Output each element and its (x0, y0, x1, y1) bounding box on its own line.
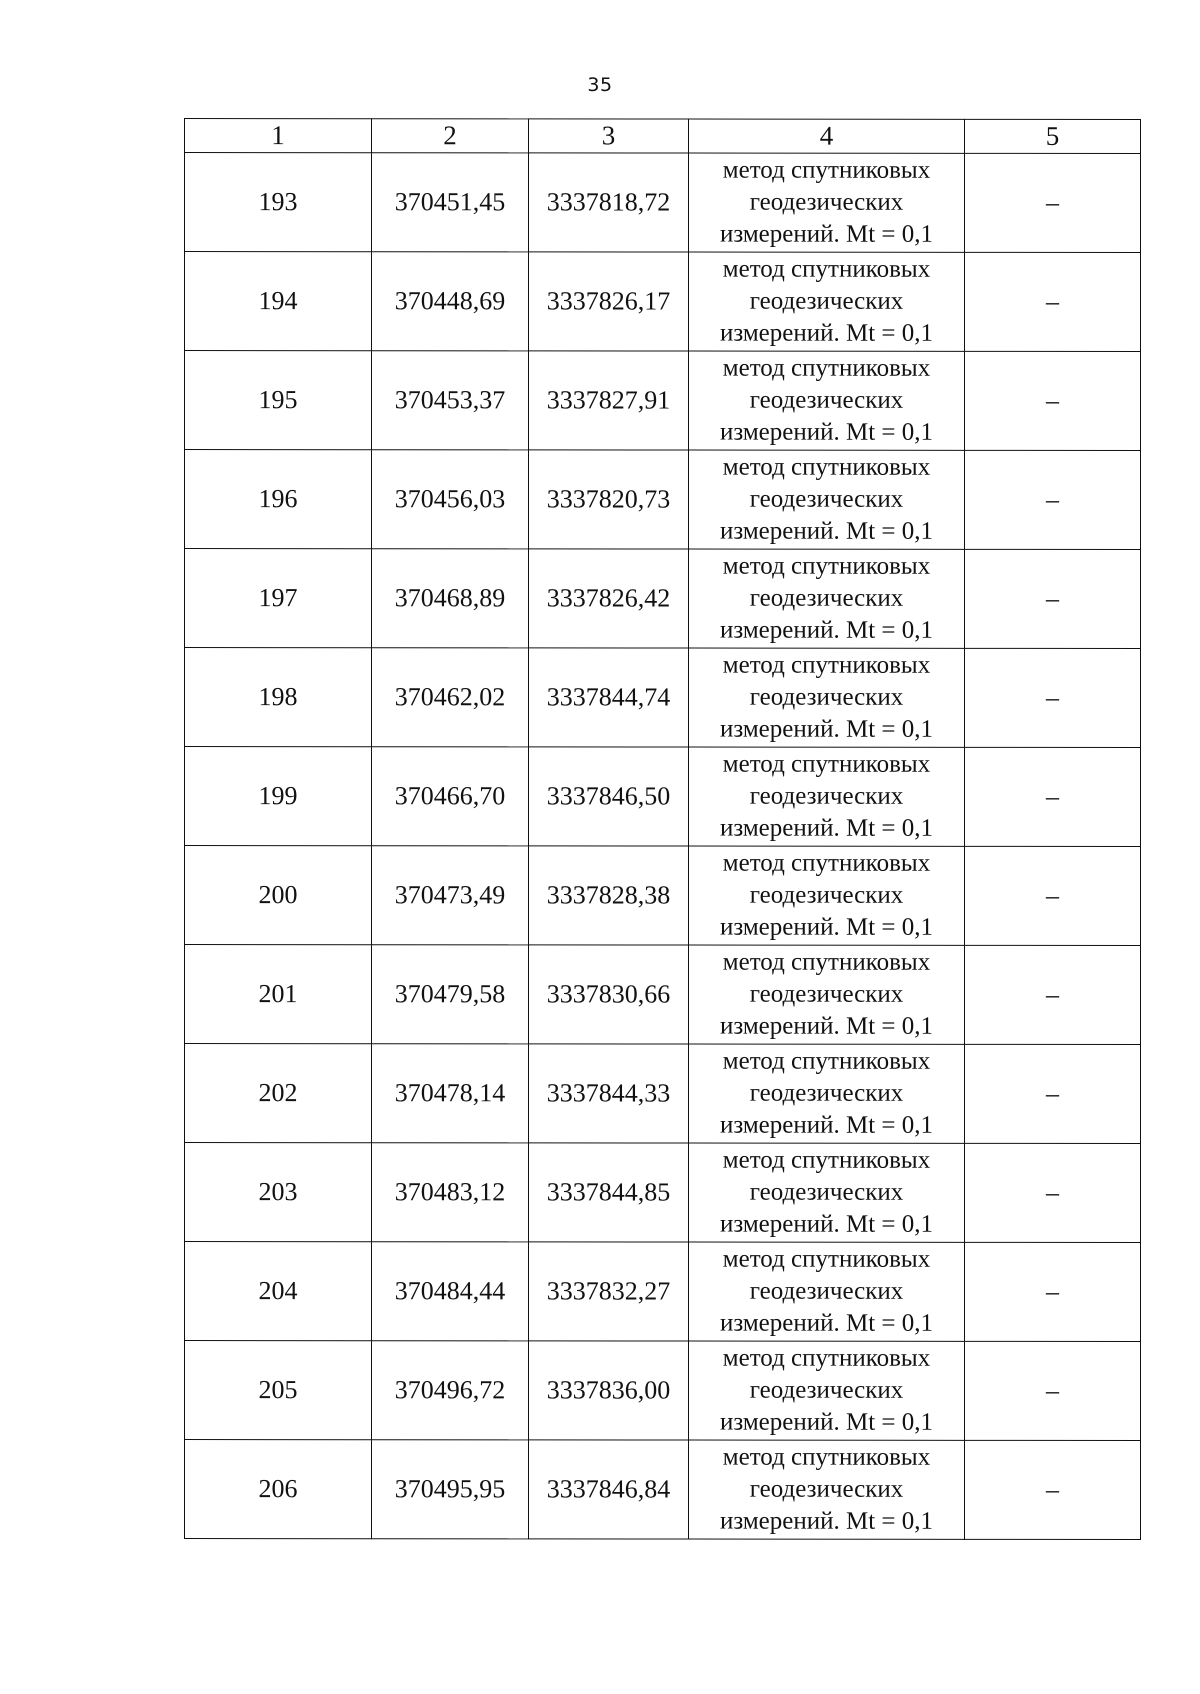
point-number-cell: 206 (185, 1440, 372, 1539)
method-cell (689, 945, 965, 1044)
method-cell (689, 1044, 965, 1143)
method-line: геодезических (749, 683, 904, 711)
note-cell: – (965, 945, 1141, 1044)
note-cell: – (965, 1341, 1141, 1440)
method-cell (689, 1440, 965, 1539)
method-line: метод спутниковых (722, 651, 931, 679)
table-row (185, 549, 1141, 649)
point-number-cell: 198 (185, 648, 372, 747)
column-header-4: 4 (689, 119, 965, 153)
method-line: геодезических (749, 287, 904, 315)
y-coordinate-cell: 3337844,33 (529, 1044, 689, 1143)
table-row (185, 648, 1141, 748)
method-line: геодезических (749, 782, 904, 810)
method-cell (689, 648, 965, 747)
table-row (185, 1044, 1141, 1144)
header-row (185, 119, 1141, 154)
method-line: измерений. Mt = 0,1 (719, 1309, 934, 1337)
point-number-cell: 200 (185, 846, 372, 945)
method-line: геодезических (749, 1079, 904, 1107)
method-cell (689, 252, 965, 351)
table-row (185, 450, 1141, 550)
note-cell: – (965, 351, 1141, 450)
method-line: метод спутниковых (722, 1245, 931, 1273)
y-coordinate-cell: 3337846,84 (529, 1440, 689, 1539)
x-coordinate-cell: 370478,14 (372, 1044, 529, 1143)
method-line: геодезических (749, 1376, 904, 1404)
table-row (185, 252, 1141, 352)
x-coordinate-cell: 370483,12 (372, 1143, 529, 1242)
column-header-3: 3 (529, 119, 689, 153)
note-cell: – (965, 1242, 1141, 1341)
note-cell: – (965, 648, 1141, 747)
table-row (185, 747, 1141, 847)
y-coordinate-cell: 3337826,17 (529, 252, 689, 351)
point-number-cell: 204 (185, 1242, 372, 1341)
y-coordinate-cell: 3337846,50 (529, 747, 689, 846)
point-number-cell: 203 (185, 1143, 372, 1242)
point-number-cell: 202 (185, 1044, 372, 1143)
x-coordinate-cell: 370462,02 (372, 648, 529, 747)
method-line: метод спутниковых (722, 849, 931, 877)
table-row (185, 1440, 1141, 1540)
table-row (185, 153, 1141, 253)
x-coordinate-cell: 370473,49 (372, 846, 529, 945)
method-line: геодезических (749, 1178, 904, 1206)
method-line: метод спутниковых (722, 1047, 931, 1075)
point-number-cell: 193 (185, 153, 372, 252)
method-line: метод спутниковых (722, 1344, 931, 1372)
method-line: метод спутниковых (722, 1443, 931, 1471)
y-coordinate-cell: 3337827,91 (529, 351, 689, 450)
y-coordinate-cell: 3337832,27 (529, 1242, 689, 1341)
table-row (185, 846, 1141, 946)
note-cell: – (965, 153, 1141, 252)
y-coordinate-cell: 3337830,66 (529, 945, 689, 1044)
method-line: измерений. Mt = 0,1 (719, 1507, 934, 1535)
method-line: измерений. Mt = 0,1 (719, 1408, 934, 1436)
method-line: метод спутниковых (722, 354, 931, 382)
table-row (185, 1341, 1141, 1441)
point-number-cell: 196 (185, 450, 372, 549)
x-coordinate-cell: 370484,44 (372, 1242, 529, 1341)
point-number-cell: 194 (185, 252, 372, 351)
note-cell: – (965, 747, 1141, 846)
method-line: геодезических (749, 1475, 904, 1503)
note-cell: – (965, 450, 1141, 549)
x-coordinate-cell: 370451,45 (372, 153, 529, 252)
y-coordinate-cell: 3337826,42 (529, 549, 689, 648)
point-number-cell: 205 (185, 1341, 372, 1440)
note-cell: – (965, 1044, 1141, 1143)
x-coordinate-cell: 370468,89 (372, 549, 529, 648)
note-cell: – (965, 1440, 1141, 1539)
column-header-2: 2 (372, 119, 529, 153)
column-header-1: 1 (185, 119, 372, 153)
y-coordinate-cell: 3337844,74 (529, 648, 689, 747)
method-line: геодезических (749, 584, 904, 612)
y-coordinate-cell: 3337828,38 (529, 846, 689, 945)
method-cell (689, 351, 965, 450)
point-number-cell: 195 (185, 351, 372, 450)
table-row (185, 945, 1141, 1045)
method-line: измерений. Mt = 0,1 (719, 1111, 934, 1139)
method-line: геодезических (749, 1277, 904, 1305)
column-header-5: 5 (965, 119, 1141, 153)
table-row (185, 1143, 1141, 1243)
method-line: измерений. Mt = 0,1 (719, 319, 934, 347)
method-line: измерений. Mt = 0,1 (719, 913, 934, 941)
method-line: геодезических (749, 188, 904, 216)
point-number-cell: 201 (185, 945, 372, 1044)
method-cell (689, 153, 965, 252)
x-coordinate-cell: 370448,69 (372, 252, 529, 351)
x-coordinate-cell: 370466,70 (372, 747, 529, 846)
x-coordinate-cell: 370495,95 (372, 1440, 529, 1539)
method-cell (689, 1242, 965, 1341)
method-line: метод спутниковых (722, 255, 931, 283)
method-line: измерений. Mt = 0,1 (719, 418, 934, 446)
point-number-cell: 197 (185, 549, 372, 648)
y-coordinate-cell: 3337844,85 (529, 1143, 689, 1242)
point-number-cell: 199 (185, 747, 372, 846)
method-line: измерений. Mt = 0,1 (719, 1012, 934, 1040)
method-line: измерений. Mt = 0,1 (719, 616, 934, 644)
x-coordinate-cell: 370456,03 (372, 450, 529, 549)
method-line: метод спутниковых (722, 453, 931, 481)
method-line: метод спутниковых (722, 948, 931, 976)
note-cell: – (965, 549, 1141, 648)
method-cell (689, 846, 965, 945)
method-cell (689, 1341, 965, 1440)
method-line: метод спутниковых (722, 156, 931, 184)
y-coordinate-cell: 3337820,73 (529, 450, 689, 549)
method-line: измерений. Mt = 0,1 (719, 1210, 934, 1238)
y-coordinate-cell: 3337836,00 (529, 1341, 689, 1440)
method-line: геодезических (749, 386, 904, 414)
method-cell (689, 549, 965, 648)
method-line: измерений. Mt = 0,1 (719, 517, 934, 545)
x-coordinate-cell: 370453,37 (372, 351, 529, 450)
coordinates-table-wrapper (184, 118, 1140, 1540)
note-cell: – (965, 252, 1141, 351)
method-cell (689, 1143, 965, 1242)
y-coordinate-cell: 3337818,72 (529, 153, 689, 252)
method-cell (689, 747, 965, 846)
page-number: 35 (587, 74, 613, 96)
table-row (185, 351, 1141, 451)
note-cell: – (965, 1143, 1141, 1242)
coordinates-table (184, 118, 1141, 1540)
note-cell: – (965, 846, 1141, 945)
method-line: измерений. Mt = 0,1 (719, 814, 934, 842)
method-line: геодезических (749, 980, 904, 1008)
x-coordinate-cell: 370479,58 (372, 945, 529, 1044)
method-line: метод спутниковых (722, 552, 931, 580)
table-row (185, 1242, 1141, 1342)
method-line: измерений. Mt = 0,1 (719, 220, 934, 248)
method-line: измерений. Mt = 0,1 (719, 715, 934, 743)
method-line: геодезических (749, 881, 904, 909)
method-cell (689, 450, 965, 549)
method-line: метод спутниковых (722, 1146, 931, 1174)
x-coordinate-cell: 370496,72 (372, 1341, 529, 1440)
method-line: метод спутниковых (722, 750, 931, 778)
method-line: геодезических (749, 485, 904, 513)
